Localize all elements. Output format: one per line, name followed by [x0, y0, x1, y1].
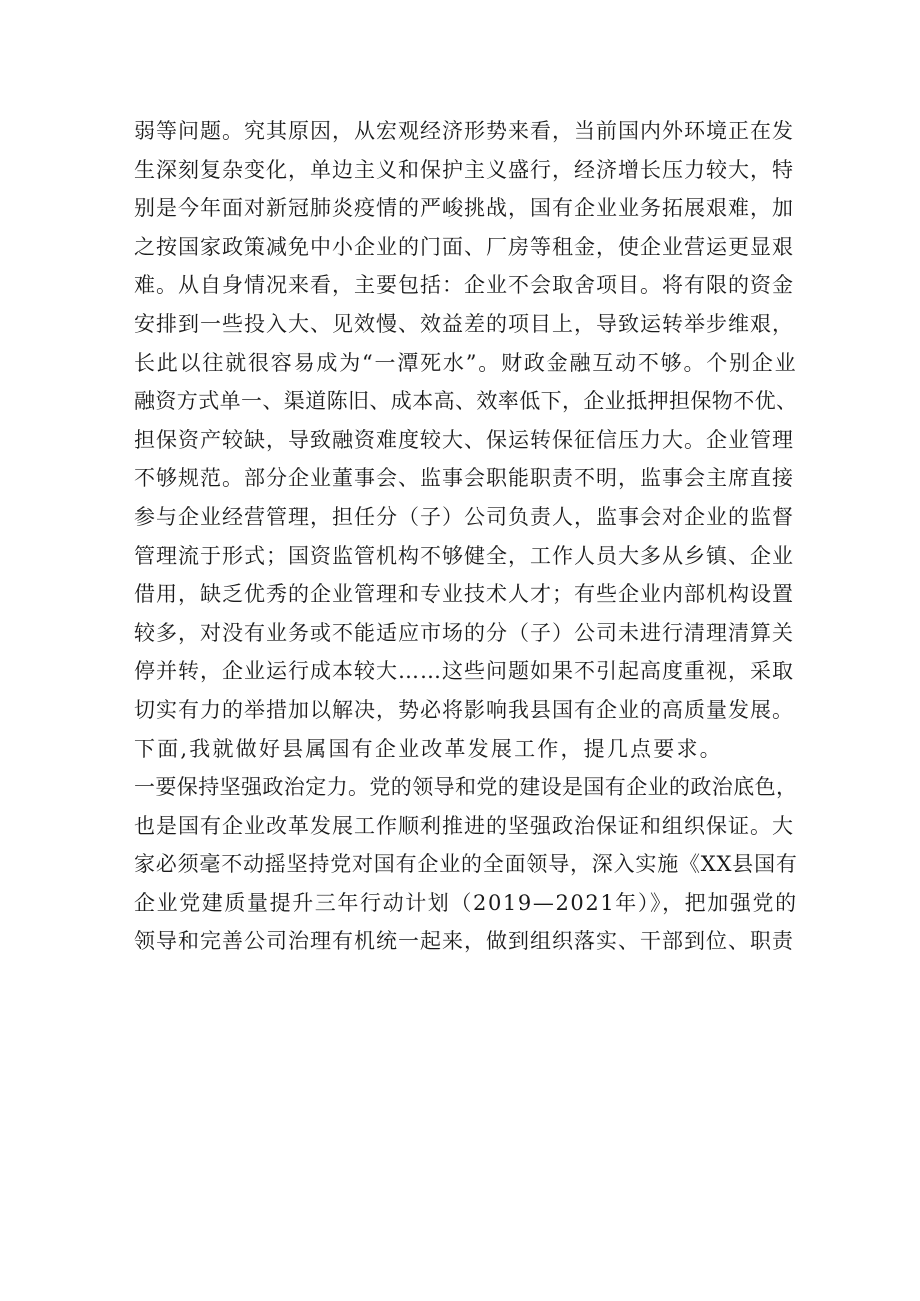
text-line: 较多，对没有业务或不能适应市场的分（子）公司未进行清理清算关	[134, 620, 794, 645]
text-line: 担保资产较缺，导致融资难度较大、保运转保征信压力大。企业管理	[134, 427, 794, 452]
text-line: 融资方式单一、渠道陈旧、成本高、效率低下，企业抵押担保物不优、	[134, 389, 798, 414]
text-line: 家必须毫不动摇坚持党对国有企业的全面领导，深入实施《XX县国有	[134, 852, 798, 877]
text-line: 不够规范。部分企业董事会、监事会职能职责不明，监事会主席直接	[134, 466, 794, 491]
text-line: 一要保持坚强政治定力。党的领导和党的建设是国有企业的政治底色，	[134, 775, 798, 800]
text-line: 长此以往就很容易成为“一潭死水”。财政金融互动不够。个别企业	[134, 350, 798, 375]
text-line: 安排到一些投入大、见效慢、效益差的项目上，导致运转举步维艰，	[134, 311, 794, 336]
text-line: 弱等问题。究其原因，从宏观经济形势来看，当前国内外环境正在发	[134, 119, 794, 143]
text-line: 下面,我就做好县属国有企业改革发展工作，提几点要求。	[134, 736, 723, 761]
text-line: 切实有力的举措加以解决，势必将影响我县国有企业的高质量发展。	[134, 697, 794, 722]
text-line: 管理流于形式；国资监管机构不够健全，工作人员大多从乡镇、企业	[134, 543, 794, 568]
text-line: 参与企业经营管理，担任分（子）公司负责人，监事会对企业的监督	[134, 504, 794, 529]
text-line: 之按国家政策减免中小企业的门面、厂房等租金，使企业营运更显艰	[134, 234, 794, 259]
text-line: 别是今年面对新冠肺炎疫情的严峻挑战，国有企业业务拓展艰难，加	[134, 196, 794, 221]
text-line: 生深刻复杂变化，单边主义和保护主义盛行，经济增长压力较大，特	[134, 157, 794, 182]
text-line: 企业党建质量提升三年行动计划（2019—2021年）》，把加强党的	[134, 890, 798, 915]
text-line: 也是国有企业改革发展工作顺利推进的坚强政治保证和组织保证。大	[134, 813, 794, 838]
text-line: 领导和完善公司治理有机统一起来，做到组织落实、干部到位、职责	[134, 929, 794, 954]
text-line: 停并转，企业运行成本较大……这些问题如果不引起高度重视，采取	[134, 659, 794, 684]
text-line: 难。从自身情况来看，主要包括：企业不会取舍项目。将有限的资金	[134, 273, 794, 298]
body-text	[134, 112, 799, 961]
text-line: 借用，缺乏优秀的企业管理和专业技术人才；有些企业内部机构设置	[134, 582, 794, 607]
